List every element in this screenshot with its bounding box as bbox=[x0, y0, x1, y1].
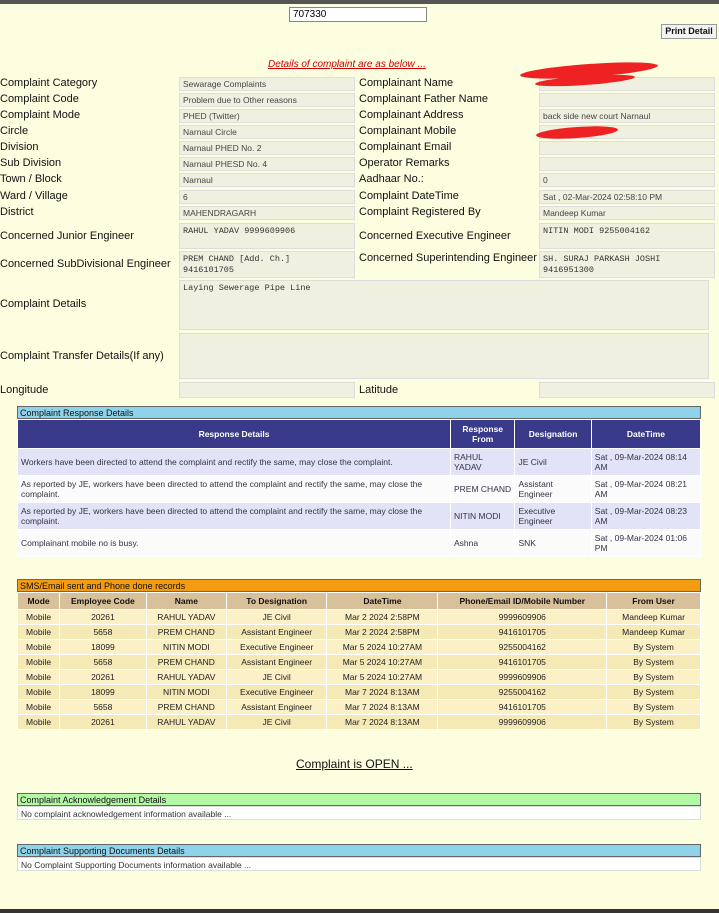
sms-cell: By System bbox=[607, 685, 701, 700]
sms-row bbox=[18, 655, 701, 670]
latitude-value bbox=[539, 382, 715, 398]
response-header-cell: Response From bbox=[451, 420, 515, 449]
sms-cell: Mar 7 2024 8:13AM bbox=[327, 715, 438, 730]
field-label: Circle bbox=[0, 125, 29, 137]
sms-cell: Mar 7 2024 8:13AM bbox=[327, 685, 438, 700]
field-value: MAHENDRAGARH bbox=[179, 206, 355, 220]
sms-cell: Executive Engineer bbox=[227, 685, 327, 700]
sms-cell: 18099 bbox=[60, 640, 147, 655]
field-value: Narnaul bbox=[179, 173, 355, 187]
response-cell: As reported by JE, workers have been directed to attend the complaint and rectify the same, may close the complaint. bbox=[18, 503, 451, 530]
documents-section bbox=[17, 844, 701, 871]
latitude-label: Latitude bbox=[359, 384, 399, 396]
acknowledgement-text: No complaint acknowledgement information available ... bbox=[17, 806, 701, 820]
field-value bbox=[539, 93, 715, 107]
sms-cell: 5658 bbox=[60, 655, 147, 670]
sms-header-cell: To Designation bbox=[227, 593, 327, 610]
transfer-value bbox=[179, 333, 709, 379]
complaint-search-input[interactable] bbox=[289, 7, 427, 22]
response-section-title: Complaint Response Details bbox=[17, 406, 701, 419]
print-detail-button[interactable]: Print Detail bbox=[661, 24, 717, 39]
response-cell: Sat , 09-Mar-2024 08:23 AM bbox=[591, 503, 700, 530]
sms-cell: Mar 2 2024 2:58PM bbox=[327, 625, 438, 640]
sms-cell: Mobile bbox=[18, 670, 60, 685]
field-value: Sewarage Complaints bbox=[179, 77, 355, 91]
sms-cell: 5658 bbox=[60, 700, 147, 715]
field-value: 0 bbox=[539, 173, 715, 187]
sms-cell: Mandeep Kumar bbox=[607, 625, 701, 640]
response-cell: RAHUL YADAV bbox=[451, 449, 515, 476]
se-value: SH. SURAJ PARKASH JOSHI 9416951300 bbox=[539, 251, 715, 278]
response-cell: As reported by JE, workers have been directed to attend the complaint and rectify the same, may close the complaint. bbox=[18, 476, 451, 503]
response-cell: SNK bbox=[515, 530, 591, 557]
sms-header-cell: Employee Code bbox=[60, 593, 147, 610]
sms-cell: Mandeep Kumar bbox=[607, 610, 701, 625]
sms-cell: Mobile bbox=[18, 610, 60, 625]
field-label: Complaint Registered By bbox=[359, 206, 481, 218]
details-value: Laying Sewerage Pipe Line bbox=[179, 280, 709, 330]
je-label: Concerned Junior Engineer bbox=[0, 230, 134, 242]
sms-cell: 9416101705 bbox=[438, 625, 607, 640]
response-cell: Sat , 09-Mar-2024 08:14 AM bbox=[591, 449, 700, 476]
sms-cell: 5658 bbox=[60, 625, 147, 640]
ee-value: NITIN MODI 9255004162 bbox=[539, 223, 715, 249]
sms-cell: PREM CHAND bbox=[146, 700, 226, 715]
acknowledgement-title: Complaint Acknowledgement Details bbox=[17, 793, 701, 806]
sms-cell: JE Civil bbox=[227, 670, 327, 685]
response-cell: NITIN MODI bbox=[451, 503, 515, 530]
sms-cell: Mar 5 2024 10:27AM bbox=[327, 640, 438, 655]
sms-row bbox=[18, 625, 701, 640]
response-table bbox=[17, 419, 701, 557]
sms-cell: NITIN MODI bbox=[146, 685, 226, 700]
sms-header-cell: DateTime bbox=[327, 593, 438, 610]
top-window-edge bbox=[0, 0, 719, 4]
field-label: Complaint Mode bbox=[0, 109, 81, 121]
se-label: Concerned Superintending Engineer bbox=[359, 252, 537, 264]
details-subtitle: Details of complaint are as below ... bbox=[268, 59, 426, 70]
complaint-status: Complaint is OPEN ... bbox=[296, 757, 413, 771]
sms-header-cell: From User bbox=[607, 593, 701, 610]
field-label: Town / Block bbox=[0, 173, 62, 185]
sms-cell: PREM CHAND bbox=[146, 625, 226, 640]
acknowledgement-section bbox=[17, 793, 701, 820]
field-value: Narnaul PHED No. 2 bbox=[179, 141, 355, 155]
sms-cell: By System bbox=[607, 640, 701, 655]
response-cell: JE Civil bbox=[515, 449, 591, 476]
response-header-cell: Response Details bbox=[18, 420, 451, 449]
field-label: Complainant Email bbox=[359, 141, 452, 153]
sms-cell: 9999609906 bbox=[438, 670, 607, 685]
response-section bbox=[17, 406, 701, 557]
sms-cell: 20261 bbox=[60, 670, 147, 685]
field-value: 6 bbox=[179, 190, 355, 204]
sms-section-title: SMS/Email sent and Phone done records bbox=[17, 579, 701, 592]
sms-cell: RAHUL YADAV bbox=[146, 610, 226, 625]
sms-cell: Mar 5 2024 10:27AM bbox=[327, 655, 438, 670]
sms-cell: Mobile bbox=[18, 655, 60, 670]
sms-table bbox=[17, 592, 701, 730]
field-label: Complainant Mobile bbox=[359, 125, 457, 137]
sms-row bbox=[18, 640, 701, 655]
field-label: Ward / Village bbox=[0, 190, 68, 202]
bottom-window-edge bbox=[0, 909, 719, 913]
sms-cell: Mobile bbox=[18, 625, 60, 640]
field-label: District bbox=[0, 206, 34, 218]
response-header-cell: Designation bbox=[515, 420, 591, 449]
field-label: Operator Remarks bbox=[359, 157, 450, 169]
response-cell: Executive Engineer bbox=[515, 503, 591, 530]
sde-value: PREM CHAND [Add. Ch.] 9416101705 bbox=[179, 251, 355, 278]
field-value: back side new court Narnaul bbox=[539, 109, 715, 123]
sms-cell: NITIN MODI bbox=[146, 640, 226, 655]
sms-cell: Mar 2 2024 2:58PM bbox=[327, 610, 438, 625]
sde-label: Concerned SubDivisional Engineer bbox=[0, 258, 171, 270]
sms-cell: By System bbox=[607, 715, 701, 730]
transfer-label: Complaint Transfer Details(If any) bbox=[0, 350, 164, 362]
sms-cell: 9255004162 bbox=[438, 685, 607, 700]
sms-cell: Mar 7 2024 8:13AM bbox=[327, 700, 438, 715]
field-value: Narnaul PHESD No. 4 bbox=[179, 157, 355, 171]
sms-row bbox=[18, 685, 701, 700]
field-label: Sub Division bbox=[0, 157, 62, 169]
sms-cell: 9999609906 bbox=[438, 715, 607, 730]
response-row bbox=[18, 530, 701, 557]
field-value bbox=[539, 157, 715, 171]
details-label: Complaint Details bbox=[0, 298, 87, 310]
sms-cell: By System bbox=[607, 655, 701, 670]
sms-header-cell: Phone/Email ID/Mobile Number bbox=[438, 593, 607, 610]
sms-row bbox=[18, 700, 701, 715]
field-label: Division bbox=[0, 141, 39, 153]
sms-cell: Mobile bbox=[18, 640, 60, 655]
sms-header-cell: Mode bbox=[18, 593, 60, 610]
sms-cell: Assistant Engineer bbox=[227, 655, 327, 670]
sms-cell: RAHUL YADAV bbox=[146, 670, 226, 685]
field-label: Aadhaar No.: bbox=[359, 173, 424, 185]
longitude-label: Longitude bbox=[0, 384, 49, 396]
field-label: Complainant Address bbox=[359, 109, 464, 121]
response-row bbox=[18, 449, 701, 476]
sms-cell: 9416101705 bbox=[438, 655, 607, 670]
field-value: PHED (Twitter) bbox=[179, 109, 355, 123]
field-value: Problem due to Other reasons bbox=[179, 93, 355, 107]
response-row bbox=[18, 503, 701, 530]
field-value: Narnaul Circle bbox=[179, 125, 355, 139]
response-cell: Sat , 09-Mar-2024 08:21 AM bbox=[591, 476, 700, 503]
sms-row bbox=[18, 610, 701, 625]
sms-cell: JE Civil bbox=[227, 610, 327, 625]
field-label: Complaint Category bbox=[0, 77, 98, 89]
documents-text: No Complaint Supporting Documents information available ... bbox=[17, 857, 701, 871]
sms-row bbox=[18, 715, 701, 730]
sms-cell: 18099 bbox=[60, 685, 147, 700]
sms-cell: By System bbox=[607, 670, 701, 685]
field-value: Mandeep Kumar bbox=[539, 206, 715, 220]
sms-row bbox=[18, 670, 701, 685]
sms-cell: 20261 bbox=[60, 610, 147, 625]
longitude-value bbox=[179, 382, 355, 398]
sms-header-cell: Name bbox=[146, 593, 226, 610]
je-value: RAHUL YADAV 9999609906 bbox=[179, 223, 355, 249]
field-label: Complaint DateTime bbox=[359, 190, 459, 202]
response-cell: Ashna bbox=[451, 530, 515, 557]
sms-cell: Assistant Engineer bbox=[227, 625, 327, 640]
response-cell: Assistant Engineer bbox=[515, 476, 591, 503]
sms-cell: JE Civil bbox=[227, 715, 327, 730]
field-label: Complaint Code bbox=[0, 93, 79, 105]
sms-cell: PREM CHAND bbox=[146, 655, 226, 670]
field-value: Sat , 02-Mar-2024 02:58:10 PM bbox=[539, 190, 715, 204]
sms-cell: 9416101705 bbox=[438, 700, 607, 715]
response-cell: Complainant mobile no is busy. bbox=[18, 530, 451, 557]
response-header-cell: DateTime bbox=[591, 420, 700, 449]
response-row bbox=[18, 476, 701, 503]
sms-cell: Executive Engineer bbox=[227, 640, 327, 655]
sms-cell: Mobile bbox=[18, 715, 60, 730]
sms-cell: Mobile bbox=[18, 685, 60, 700]
sms-cell: Assistant Engineer bbox=[227, 700, 327, 715]
documents-title: Complaint Supporting Documents Details bbox=[17, 844, 701, 857]
field-label: Complainant Name bbox=[359, 77, 454, 89]
sms-cell: 9999609906 bbox=[438, 610, 607, 625]
sms-cell: 20261 bbox=[60, 715, 147, 730]
sms-cell: RAHUL YADAV bbox=[146, 715, 226, 730]
field-value bbox=[539, 141, 715, 155]
sms-cell: Mobile bbox=[18, 700, 60, 715]
sms-cell: Mar 5 2024 10:27AM bbox=[327, 670, 438, 685]
sms-section bbox=[17, 579, 701, 730]
ee-label: Concerned Executive Engineer bbox=[359, 230, 511, 242]
sms-cell: 9255004162 bbox=[438, 640, 607, 655]
response-cell: PREM CHAND bbox=[451, 476, 515, 503]
response-cell: Workers have been directed to attend the complaint and rectify the same, may close the complaint. bbox=[18, 449, 451, 476]
response-cell: Sat , 09-Mar-2024 01:06 PM bbox=[591, 530, 700, 557]
field-label: Complainant Father Name bbox=[359, 93, 489, 105]
sms-cell: By System bbox=[607, 700, 701, 715]
